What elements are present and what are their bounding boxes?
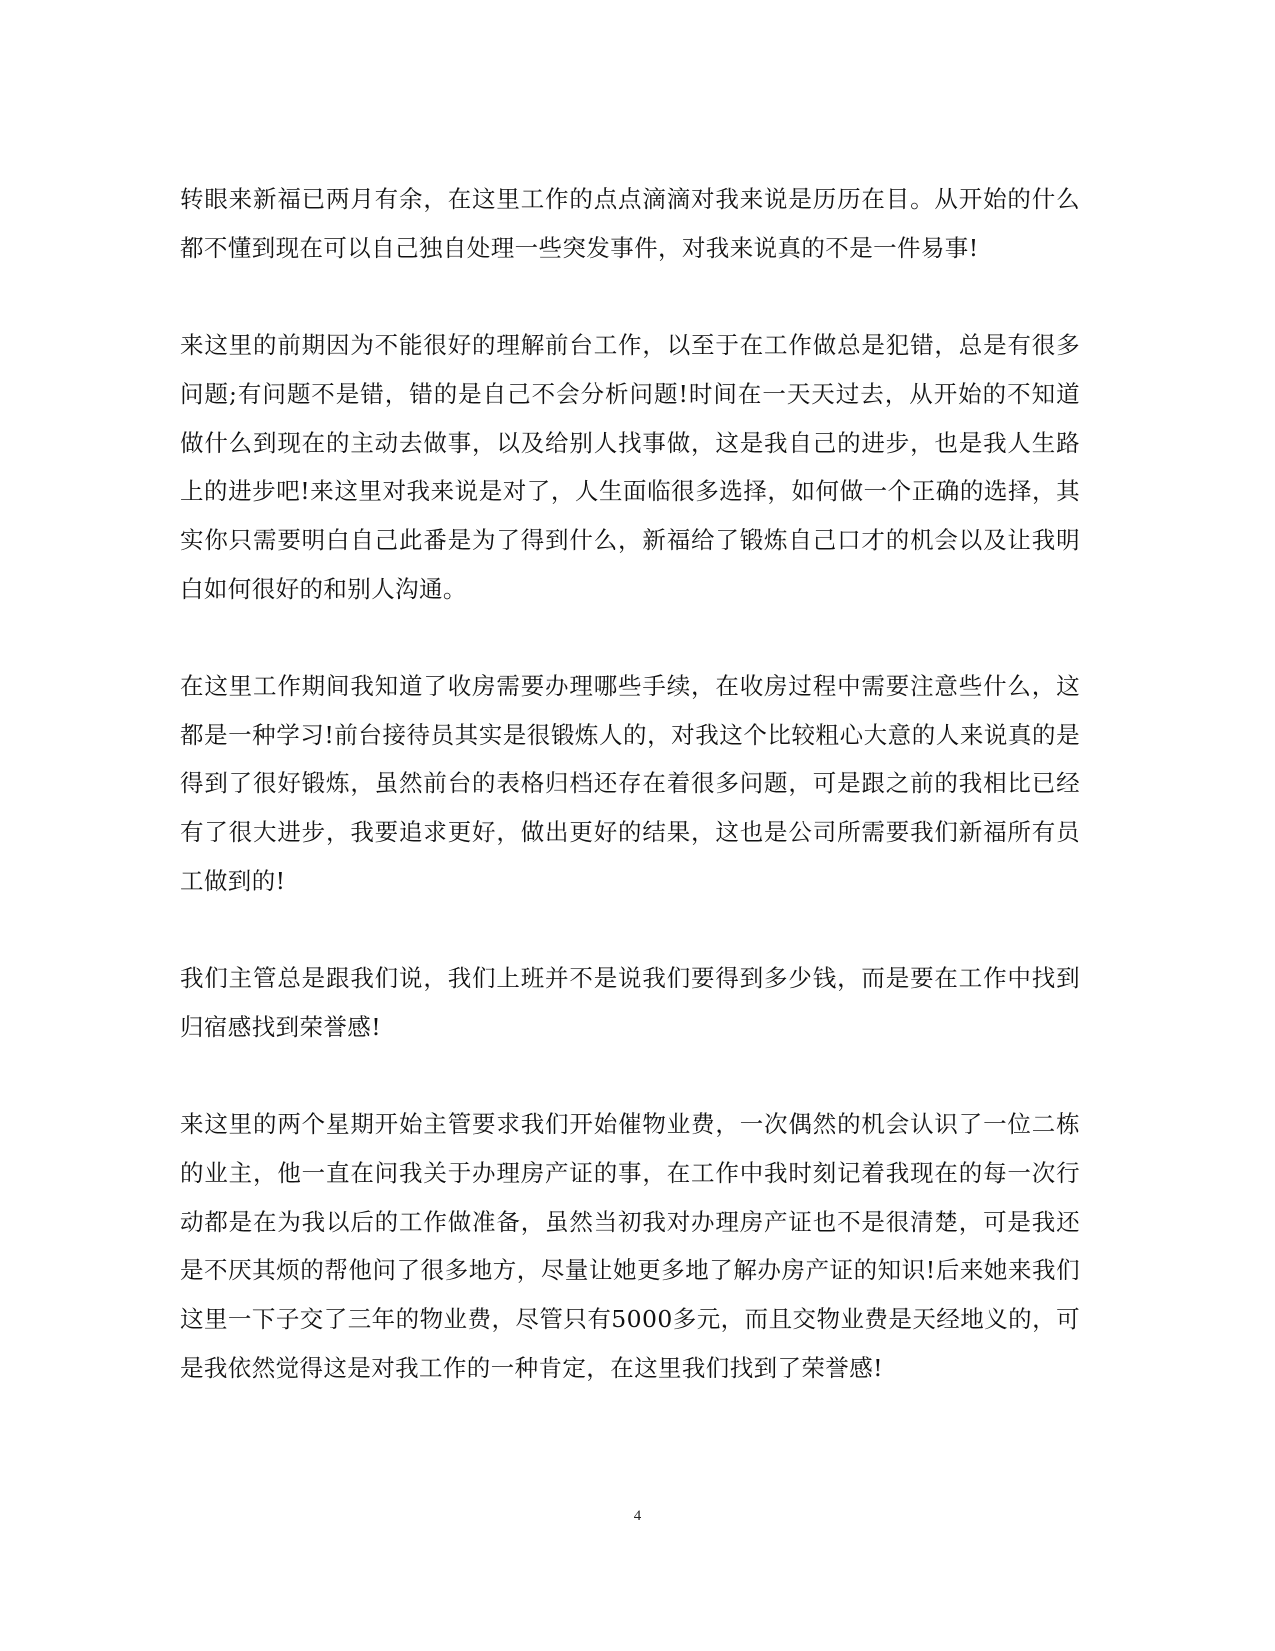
- paragraph-4: 我们主管总是跟我们说，我们上班并不是说我们要得到多少钱，而是要在工作中找到归宿感找到荣誉感!: [180, 964, 1080, 1041]
- paragraph-3: 在这里工作期间我知道了收房需要办理哪些手续，在收房过程中需要注意些什么，这都是一种学习!前台接待员其实是很锻炼人的，对我这个比较粗心大意的人来说真的是得到了很好锻炼，虽然前台的表格归档还存在着很多问题，可是跟之前的我相比已经有了很大进步，我要追求更好，做出更好的结果，这也是公司所需要我们新福所有员工做到的!: [180, 672, 1080, 895]
- document-body: [180, 175, 1080, 1441]
- paragraph-5: 来这里的两个星期开始主管要求我们开始催物业费，一次偶然的机会认识了一位二栋的业主，他一直在问我关于办理房产证的事，在工作中我时刻记着我现在的每一次行动都是在为我以后的工作做准备，虽然当初我对办理房产证也不是很清楚，可是我还是不厌其烦的帮他问了很多地方，尽量让她更多地了解办房产证的知识!后来她来我们这里一下子交了三年的物业费，尽管只有5000多元，而且交物业费是天经地义的，可是我依然觉得这是对我工作的一种肯定，在这里我们找到了荣誉感!: [180, 1110, 1080, 1382]
- paragraph-1: 转眼来新福已两月有余，在这里工作的点点滴滴对我来说是历历在目。从开始的什么都不懂到现在可以自己独自处理一些突发事件，对我来说真的不是一件易事!: [180, 185, 1080, 262]
- paragraph-2: 来这里的前期因为不能很好的理解前台工作，以至于在工作做总是犯错，总是有很多问题;有问题不是错，错的是自己不会分析问题!时间在一天天过去，从开始的不知道做什么到现在的主动去做事，以及给别人找事做，这是我自己的进步，也是我人生路上的进步吧!来这里对我来说是对了，人生面临很多选择，如何做一个正确的选择，其实你只需要明白自己此番是为了得到什么，新福给了锻炼自己口才的机会以及让我明白如何很好的和别人沟通。: [180, 331, 1080, 603]
- page-number: 4: [633, 1508, 642, 1524]
